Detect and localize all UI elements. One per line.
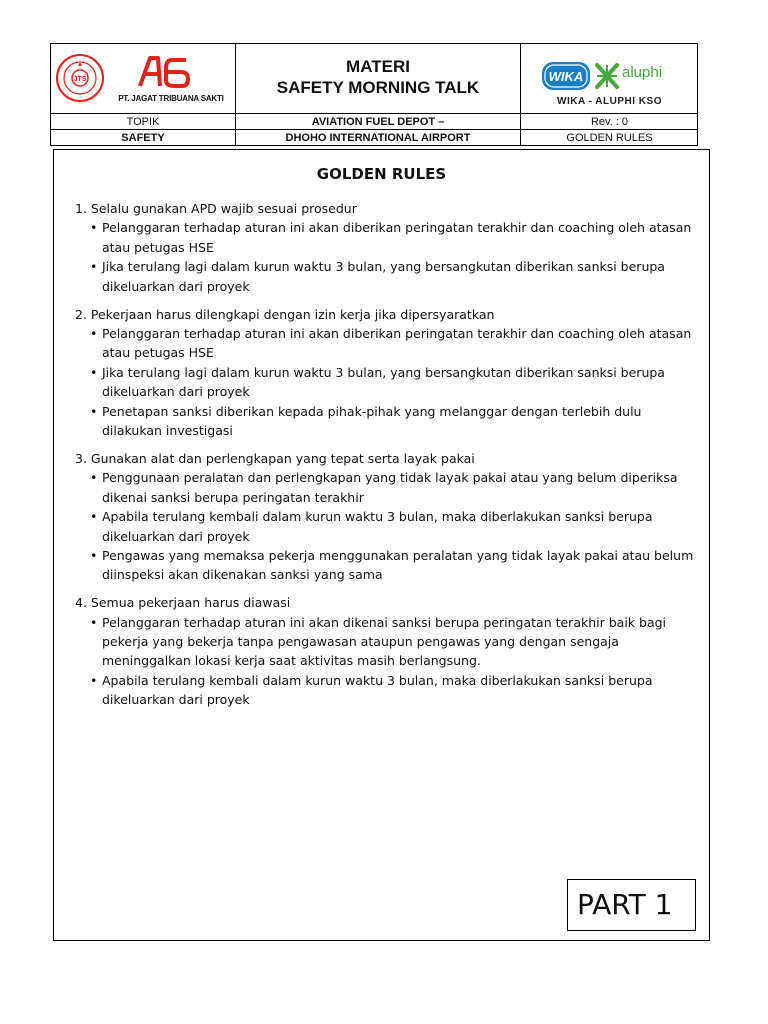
rule-item: [75, 199, 695, 296]
bullet-icon: •: [90, 614, 98, 630]
topic-value: SAFETY: [121, 132, 165, 144]
rule-subpoint: [75, 363, 695, 402]
jts-seal-icon: [55, 53, 105, 103]
rule-subpoint: [75, 218, 695, 257]
title-cell: [236, 44, 520, 113]
wika-logo-icon: [541, 61, 591, 91]
rule-subpoint-text: Penetapan sanksi diberikan kepada pihak-pihak yang melanggar dengan terlebih dulu dilakukan investigasi: [102, 403, 642, 438]
company-right-name: WIKA - ALUPHI KSO: [557, 96, 662, 107]
company-left-name: PT. JAGAT TRIBUANA SAKTI: [118, 94, 224, 103]
rule-subpoint-text: Pengawas yang memaksa pekerja menggunakan peralatan yang tidak layak pakai atau belum diinspeksi akan dikenakan sanksi yang sama: [102, 547, 694, 583]
bullet-icon: •: [90, 259, 98, 275]
rule-subpoint: [75, 671, 695, 710]
rule-heading: 1. Selalu gunakan APD wajib sesuai prosedur: [75, 201, 357, 216]
bullet-icon: •: [90, 509, 98, 525]
rule-subpoint: [75, 257, 695, 296]
rule-heading: 4. Semua pekerjaan harus diawasi: [75, 595, 291, 611]
bullet-icon: •: [90, 672, 98, 688]
aluphi-x-icon: [594, 62, 620, 90]
content-title: GOLDEN RULES: [316, 165, 447, 183]
project-line2: DHOHO INTERNATIONAL AIRPORT: [285, 132, 471, 144]
rule-subpoint-text: Pelanggaran terhadap aturan ini akan diberikan peringatan terakhir dan coaching oleh atasan atau petugas HSE: [102, 325, 692, 361]
rule-subpoint-text: Jika terulang lagi dalam kurun waktu 3 bulan, yang bersangkutan diberikan sanksi berupa dikeluarkan dari proyek: [102, 364, 665, 400]
rule-subpoint-text: Apabila terulang kembali dalam kurun waktu 3 bulan, maka diberlakukan sanksi berupa dikeluarkan dari proyek: [102, 509, 653, 544]
rules-list: [75, 199, 695, 718]
rule-subpoint-text: Penggunaan peralatan dan perlengkapan yang tidak layak pakai atau yang belum diperiksa dikenai sanksi berupa peringatan terakhir: [102, 470, 678, 505]
bullet-icon: •: [90, 403, 98, 419]
rule-subpoint-text: Apabila terulang kembali dalam kurun waktu 3 bulan, maka diberlakukan sanksi berupa dikeluarkan dari proyek: [102, 672, 653, 708]
rule-subpoint: [75, 546, 695, 585]
company-left-logo-cell: [51, 44, 235, 113]
bullet-icon: •: [90, 470, 98, 486]
bullet-icon: •: [90, 364, 98, 380]
page-title-line2: SAFETY MORNING TALK: [276, 78, 480, 97]
rule-subpoint-text: Jika terulang lagi dalam kurun waktu 3 bulan, yang bersangkutan diberikan sanksi berupa dikeluarkan dari proyek: [102, 259, 665, 294]
bullet-icon: •: [90, 547, 98, 563]
content-frame: [53, 149, 710, 941]
a6-logo-icon: [136, 52, 192, 90]
part-label: PART 1: [567, 879, 696, 931]
rule-subpoint-text: Pelanggaran terhadap aturan ini akan diberikan peringatan terakhir dan coaching oleh atasan atau petugas HSE: [102, 220, 692, 255]
document-header: [50, 43, 698, 146]
rule-subpoint-text: Pelanggaran terhadap aturan ini akan dikenai sanksi berupa peringatan terakhir baik bagi pekerja yang bekerja tanpa pengawasan ataupun pengawas yang dengan sengaja meninggalkan lokasi kerja saat aktivitas masih berlangsung.: [102, 614, 667, 669]
bullet-icon: •: [90, 220, 98, 236]
aluphi-wordmark: aluphi: [622, 64, 663, 81]
project-line1: AVIATION FUEL DEPOT –: [311, 116, 445, 128]
rule-subpoint: [75, 402, 695, 441]
rule-item: [75, 593, 695, 709]
rule-item: [75, 449, 695, 585]
page-title-line1: MATERI: [346, 57, 410, 76]
rule-heading: 2. Pekerjaan harus dilengkapi dengan izin kerja jika dipersyaratkan: [75, 306, 495, 322]
bullet-icon: •: [90, 325, 98, 341]
svg-text:JTS: JTS: [73, 76, 87, 83]
rule-item: [75, 305, 695, 441]
svg-text:WIKA: WIKA: [548, 69, 584, 84]
rule-subpoint: [75, 324, 695, 363]
rule-subpoint: [75, 468, 695, 507]
company-right-logo-cell: [521, 44, 698, 113]
topic-label: TOPIK: [126, 116, 160, 128]
rule-subpoint: [75, 613, 695, 671]
rule-heading: 3. Gunakan alat dan perlengkapan yang tepat serta layak pakai: [75, 450, 475, 466]
rule-subpoint: [75, 507, 695, 546]
revision: Rev. : 0: [590, 116, 629, 128]
doc-subject: GOLDEN RULES: [566, 132, 653, 144]
